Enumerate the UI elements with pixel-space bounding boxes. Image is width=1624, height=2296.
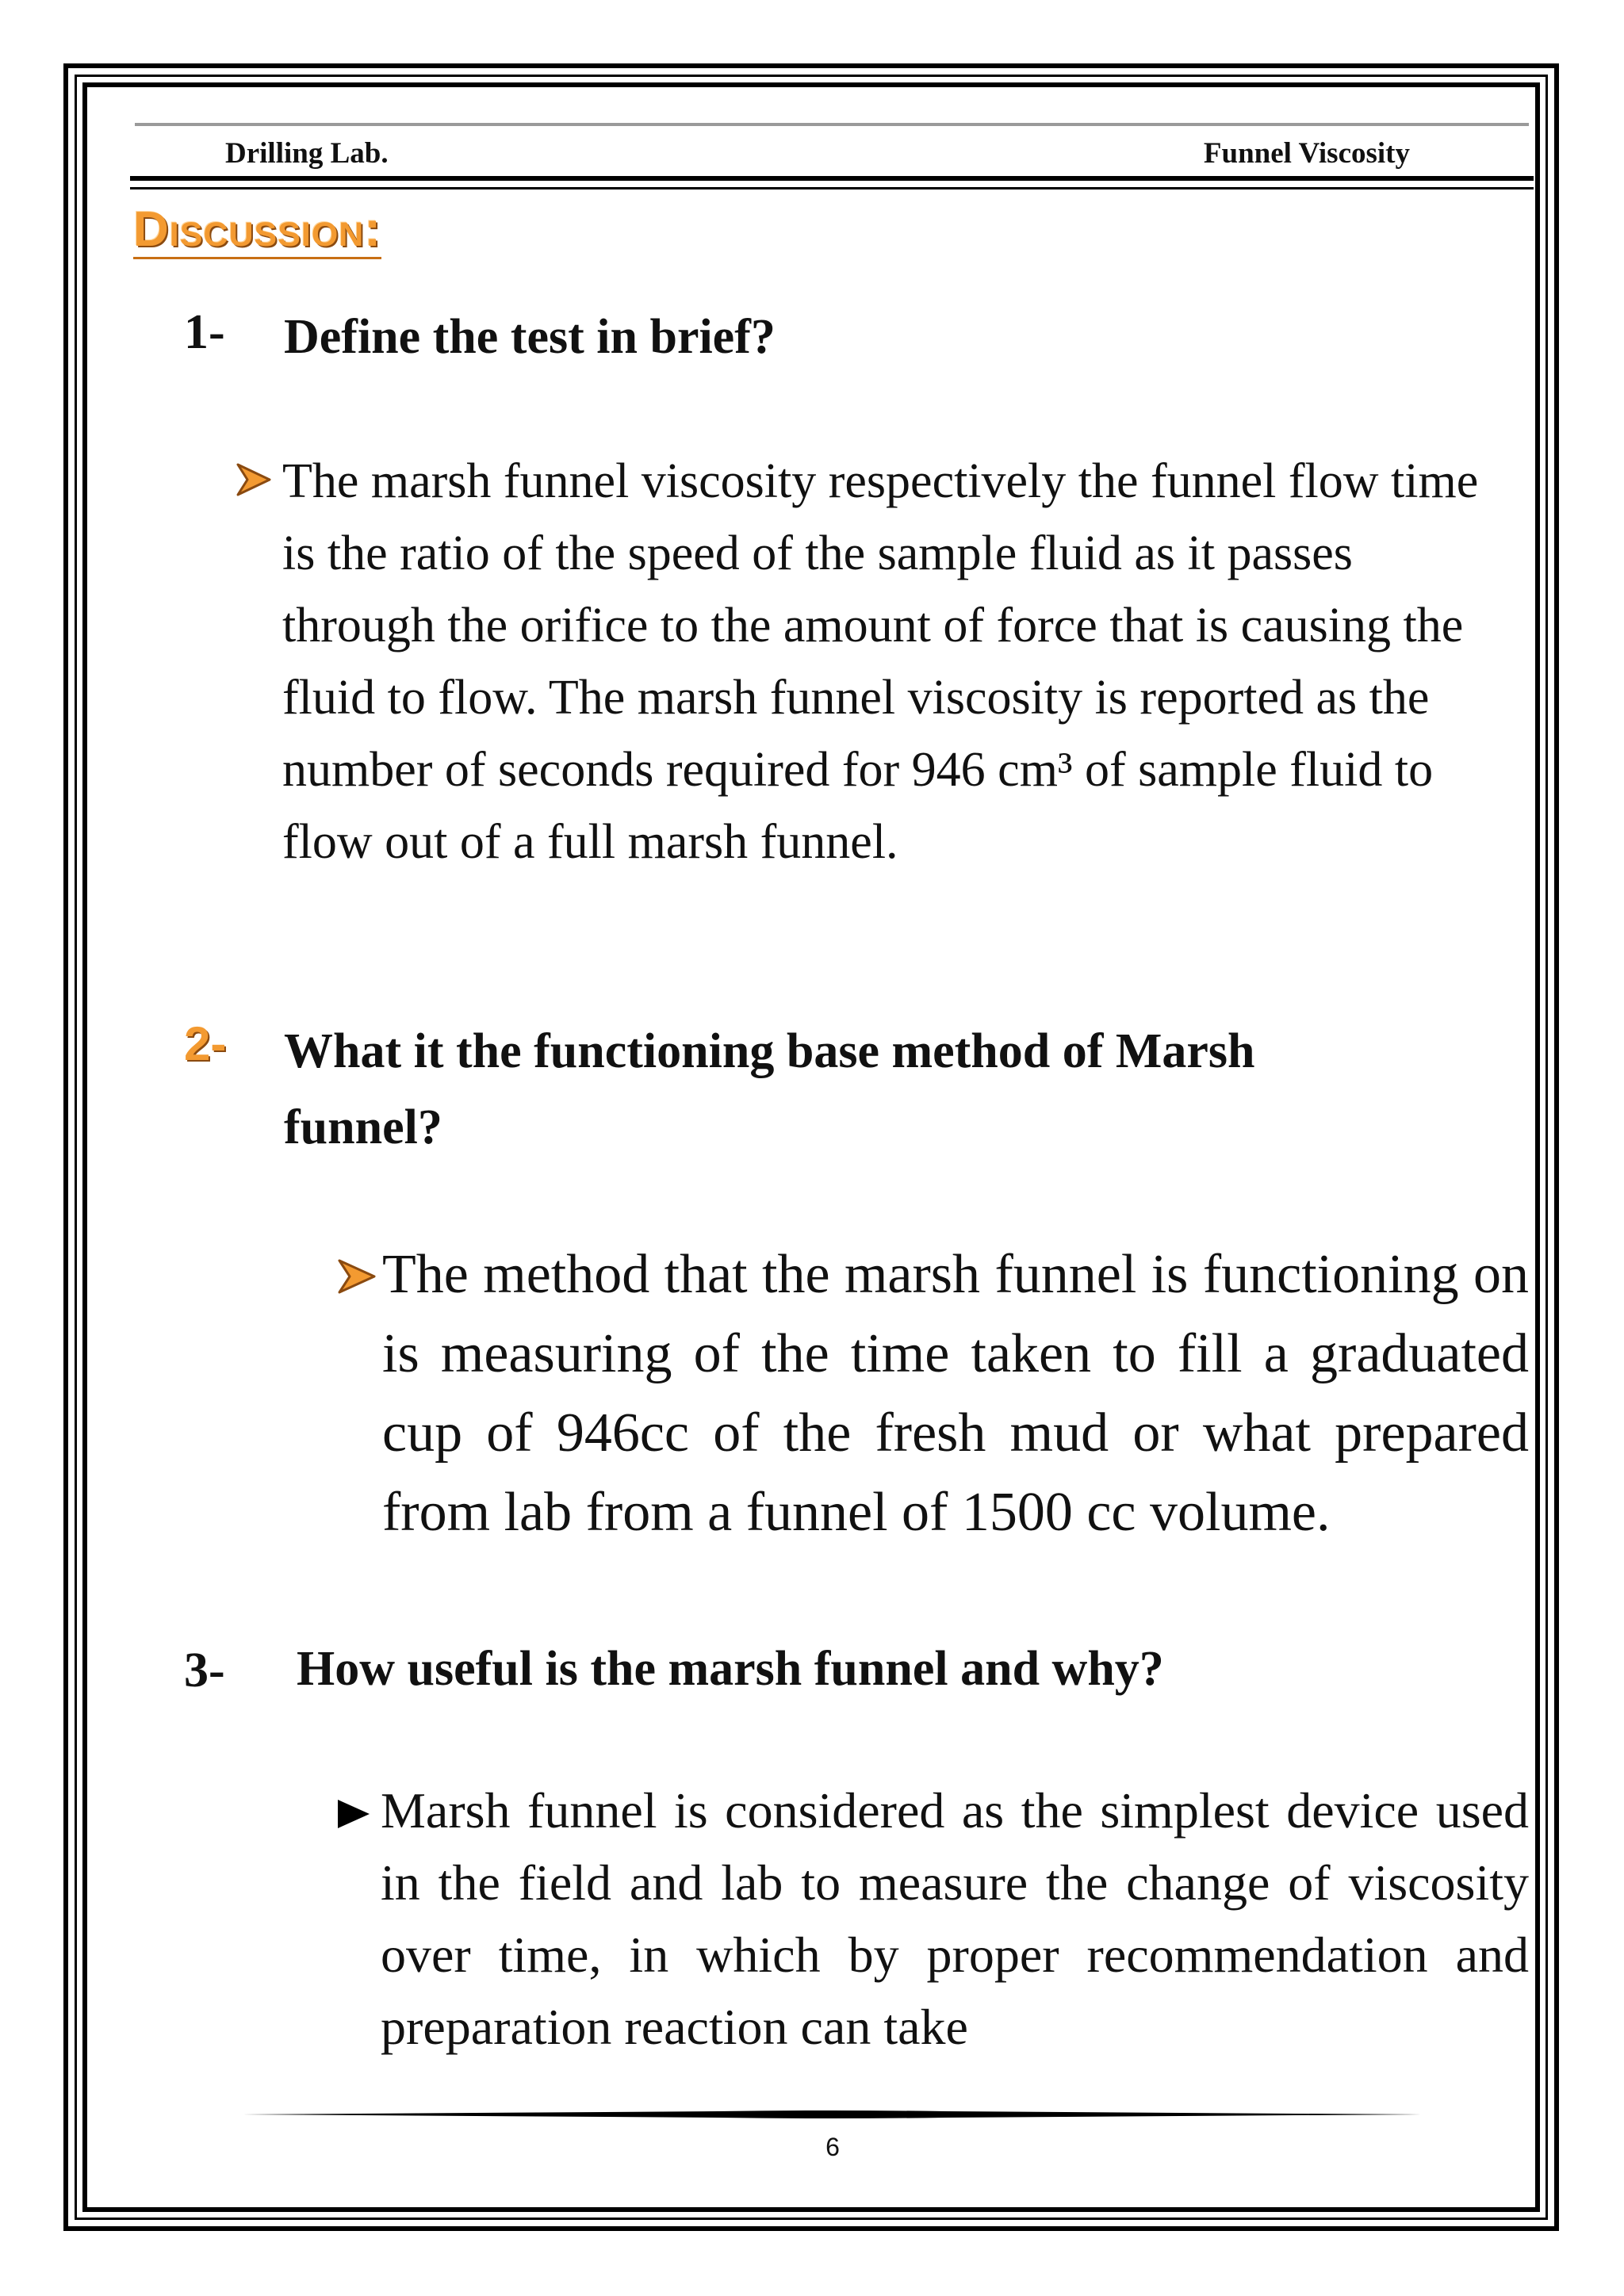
answer-text: The method that the marsh funnel is functioning on is measuring of the time taken to fill a graduated cup of 946cc of the fresh mud or what prepared from lab from a funnel of 1500 cc volume. [382, 1244, 1529, 1543]
question-text: How useful is the marsh funnel and why? [297, 1642, 1164, 1696]
answer-paragraph [381, 1774, 1529, 2063]
header-rule-thin [130, 187, 1534, 189]
section-title [133, 201, 381, 258]
question-number: 3- [184, 1644, 225, 1697]
answer-paragraph [282, 446, 1503, 878]
header-top-line [135, 123, 1529, 126]
arrow-right-icon [235, 460, 276, 503]
answer-paragraph [382, 1235, 1529, 1552]
arrow-right-icon [336, 1256, 381, 1301]
answer-text: The marsh funnel viscosity respectively the funnel flow time is the ratio of the speed of the sample fluid as it passes through the orifice to the amount of force that is causing the fluid to flow. The marsh funnel viscosity is reported as the number of seconds required for 946 cm³ of sample fluid to flow out of a full marsh funnel. [282, 454, 1479, 869]
answer-text: Marsh funnel is considered as the simplest device used in the field and lab to measure the change of viscosity over time, in which by proper recommendation and preparation reaction can take [381, 1782, 1529, 2055]
question-text: What it the functioning base method of Marsh funnel? [284, 1024, 1255, 1154]
section-title-text: Discussion: [133, 202, 381, 257]
page-number: 6 [825, 2133, 840, 2161]
arrow-right-icon [335, 1795, 376, 1837]
question-number: 2- [184, 1017, 227, 1070]
header-rule [130, 176, 1534, 181]
question-number: 1- [184, 305, 225, 359]
question-text: Define the test in brief? [284, 310, 776, 364]
header-right-title: Funnel Viscosity [1203, 137, 1410, 170]
section-title-underline [133, 257, 381, 259]
footer-rule [243, 2109, 1421, 2118]
header-left-title: Drilling Lab. [225, 137, 389, 170]
